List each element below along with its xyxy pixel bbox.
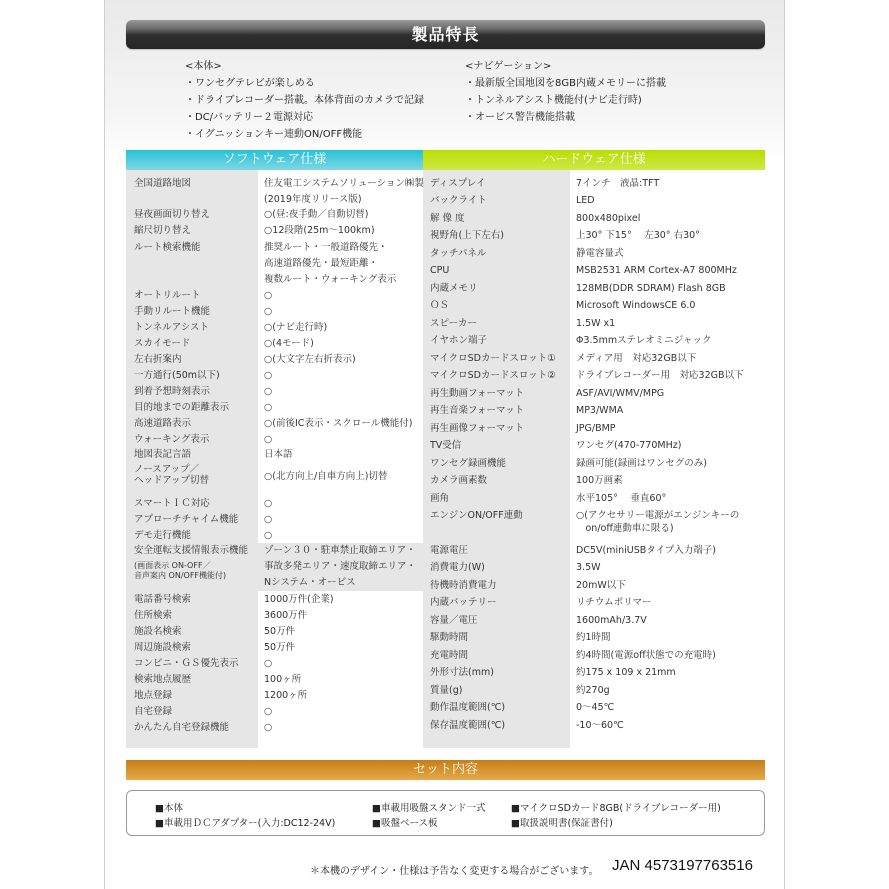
spec-label: コンビニ・ＧＳ優先表示 [134,658,239,669]
spec-value: 上30° 下15° 左30° 右30° [576,230,700,241]
spec-label: 一方通行(50m以下) [134,370,220,381]
spec-value: 0～45℃ [576,702,615,713]
spec-label: 消費電力(W) [430,562,485,573]
spec-value: ○(大文字左右折表示) [264,354,356,365]
spec-label: デモ走行機能 [134,530,192,541]
spec-label: 安全運転支援情報表示機能 [134,545,249,556]
spec-value: リチウムポリマー [576,597,652,608]
spec-value: 静電容量式 [576,248,624,259]
spec-value: Nシステム・オービス [264,577,356,588]
spec-label: 再生動画フォーマット [430,388,525,399]
spec-label: 手動リルート機能 [134,306,211,317]
spec-value: Microsoft WindowsCE 6.0 [576,300,696,311]
spec-value: ○(前後IC表示・スクロール機能付) [264,418,413,429]
spec-value: 水平105° 垂直60° [576,493,667,504]
spec-value: 50万件 [264,626,296,637]
spec-label: 到着予想時刻表示 [134,386,211,397]
spec-label: 質量(g) [430,685,463,696]
spec-label: 電話番号検索 [134,594,192,605]
spec-label: 高速道路表示 [134,418,192,429]
spec-value: MSB2531 ARM Cortex-A7 800MHz [576,265,737,276]
spec-value: ドライブレコーダー用 対応32GB以下 [576,370,744,381]
spec-value: 推奨ルート・一般道路優先・ [264,242,388,253]
spec-label: 内蔵バッテリー [430,597,497,608]
spec-label: 内蔵メモリ [430,283,478,294]
spec-label: ワンセグ録画機能 [430,458,507,469]
spec-value: LED [576,195,595,206]
spec-label: カメラ画素数 [430,475,488,486]
set-item: ■車載用ＤＣアダプター(入力:DC12-24V) [155,818,336,829]
spec-label: 再生画像フォーマット [430,423,525,434]
spec-value: 800x480pixel [576,213,641,224]
feature-item: ・トンネルアシスト機能付(ナビ走行時) [465,95,642,106]
spec-label: 周辺施設検索 [134,642,192,653]
spec-value: -10～60℃ [576,720,624,731]
spec-label: 解 像 度 [430,213,465,224]
spec-value: 複数ルート・ウォーキング表示 [264,274,397,285]
spec-value: 20mW以下 [576,580,626,591]
spec-label: CPU [430,265,450,276]
spec-value: ○ [264,514,273,525]
spec-value: 7インチ 液晶:TFT [576,178,660,189]
spec-label: 目的地までの距離表示 [134,402,230,413]
spec-value: 約270g [576,685,610,696]
spec-label: アプローチチャイム機能 [134,514,239,525]
spec-value: Φ3.5mmステレオミニジャック [576,335,712,346]
spec-label: ウォーキング表示 [134,434,210,445]
spec-value: MP3/WMA [576,405,624,416]
spec-value: JPG/BMP [576,423,616,434]
spec-label: 外形寸法(mm) [430,667,494,678]
spec-value: ○ [264,290,273,301]
spec-value: 高速道路優先・最短距離・ [264,258,379,269]
spec-value: ゾーン３０・駐車禁止取締エリア・ [264,545,416,556]
spec-label: スピーカー [430,318,477,329]
spec-label: 保存温度範囲(℃) [430,720,506,731]
spec-value: 1600mAh/3.7V [576,615,647,626]
spec-value: 約1時間 [576,632,611,643]
spec-value: on/off連動車に限る) [576,523,674,534]
spec-label: 視野角(上下左右) [430,230,504,241]
feature-item: ・DC/バッテリー２電源対応 [185,112,314,123]
spec-value: ○ [264,386,273,397]
spec-value: 1000万件(企業) [264,594,334,605]
spec-value: ○ [264,722,273,733]
spec-label: ヘッドアップ切替 [134,475,210,486]
features-navi-heading: <ナビゲーション> [465,61,552,72]
spec-label: 左右折案内 [134,354,182,365]
spec-value: ワンセグ(470-770MHz) [576,440,682,451]
spec-value: 100ヶ所 [264,674,302,685]
feature-item: ・ワンセグテレビが楽しめる [185,78,315,89]
spec-value: ○(4モード) [264,338,314,349]
spec-label: 地図表記言語 [134,449,192,460]
spec-label: 充電時間 [430,650,469,661]
spec-label: 画角 [430,493,450,504]
spec-label: 検索地点履歴 [134,674,192,685]
spec-label: TV受信 [430,440,462,451]
spec-value: ○ [264,370,273,381]
spec-value: 128MB(DDR SDRAM) Flash 8GB [576,283,726,294]
spec-value: ○(北方向上/自車方向上)切替 [264,471,388,482]
spec-label-note: 音声案内 ON/OFF機能付) [134,571,227,580]
spec-value: 録画可能(録画はワンセグのみ) [576,458,707,469]
spec-value: ○ [264,530,273,541]
spec-label: 駆動時間 [430,632,469,643]
spec-label: イヤホン端子 [430,335,488,346]
spec-label: スカイモード [134,338,191,349]
spec-label: 自宅登録 [134,706,173,717]
spec-label: スマートＩＣ対応 [134,498,210,509]
spec-label: トンネルアシスト [134,322,210,333]
set-item: ■本体 [155,803,183,814]
spec-label: ディスプレイ [430,178,486,189]
spec-value: 50万件 [264,642,296,653]
spec-value: メディア用 対応32GB以下 [576,353,697,364]
spec-value: 日本語 [264,449,293,460]
features-body-list [185,58,424,143]
feature-item: ・ドライブレコーダー搭載。本体背面のカメラで記録 [185,95,424,106]
spec-label: 全国道路地図 [134,178,192,189]
spec-label: ノースアップ／ [134,464,200,475]
spec-label: 動作温度範囲(℃) [430,702,506,713]
spec-label: かんたん自宅登録機能 [134,722,230,733]
spec-value: ○(昼:夜手動／自動切替) [264,209,369,220]
spec-value: (2019年度リリース版) [264,194,362,205]
features-navi-list [465,58,666,126]
spec-label: 電源電圧 [430,545,469,556]
spec-label: 昼夜画面切り替え [134,209,211,220]
spec-value: 事故多発エリア・速度取締エリア・ [264,561,417,572]
feature-item: ・イグニッションキー連動ON/OFF機能 [185,129,363,140]
spec-label: 再生音楽フォーマット [430,405,525,416]
spec-value: ○ [264,306,273,317]
spec-label: オートリルート [134,290,201,301]
set-item: ■マイクロSDカード8GB(ドライブレコーダー用) [511,803,721,814]
spec-value: DC5V(miniUSBタイプ入力端子) [576,545,716,556]
spec-label: 縮尺切り替え [134,225,192,236]
spec-label: バックライト [430,195,487,206]
feature-item: ・最新版全国地図を8GB内蔵メモリーに搭載 [465,78,666,89]
features-title: 製品特長 [126,20,765,49]
spec-label: 待機時消費電力 [430,580,497,591]
set-contents-title: セット内容 [126,760,765,780]
spec-value: ○ [264,434,273,445]
spec-value: ASF/AVI/WMV/MPG [576,388,665,399]
spec-value: ○ [264,498,273,509]
spec-value: ○(アクセサリー電源がエンジンキーの [576,510,740,521]
jan-code: JAN 4573197763516 [612,857,753,874]
spec-label: 地点登録 [134,690,173,701]
spec-value: 3600万件 [264,610,308,621]
spec-value: 約175 x 109 x 21mm [576,667,676,678]
feature-item: ・オービス警告機能搭載 [465,112,575,123]
spec-label: ＯＳ [430,300,450,311]
spec-label: タッチパネル [430,248,487,259]
spec-value: ○12段階(25m～100km) [264,225,375,236]
spec-value: ○ [264,658,273,669]
spec-value: 約4時間(電源off状態での充電時) [576,650,716,661]
spec-value: 住友電工システムソリューション㈱製 [264,178,424,189]
spec-value: ○ [264,402,273,413]
spec-value: 100万画素 [576,475,623,486]
set-item: ■取扱説明書(保証書付) [511,818,613,829]
set-item: ■吸盤ベース板 [372,818,438,829]
spec-label: エンジンON/OFF連動 [430,510,523,521]
hardware-spec-title: ハードウェア仕様 [423,150,765,170]
spec-label: ルート検索機能 [134,242,201,253]
spec-value: ○ [264,706,273,717]
spec-value: 1200ヶ所 [264,690,308,701]
spec-value: 3.5W [576,562,601,573]
spec-label: マイクロSDカードスロット② [430,370,556,381]
spec-label-note: (画面表示 ON-OFF／ [134,561,211,570]
spec-label: 施設名検索 [134,626,182,637]
spec-label: 容量／電圧 [430,615,478,626]
spec-value: 1.5W x1 [576,318,616,329]
spec-label: マイクロSDカードスロット① [430,353,556,364]
disclaimer-note: ＊本機のデザイン・仕様は予告なく変更する場合がございます。 [310,866,599,877]
features-body-heading: <本体> [185,61,222,72]
spec-value: ○(ナビ走行時) [264,322,328,333]
spec-label: 住所検索 [134,610,173,621]
set-item: ■車載用吸盤スタンド一式 [372,803,486,814]
software-spec-title: ソフトウェア仕様 [126,150,423,170]
